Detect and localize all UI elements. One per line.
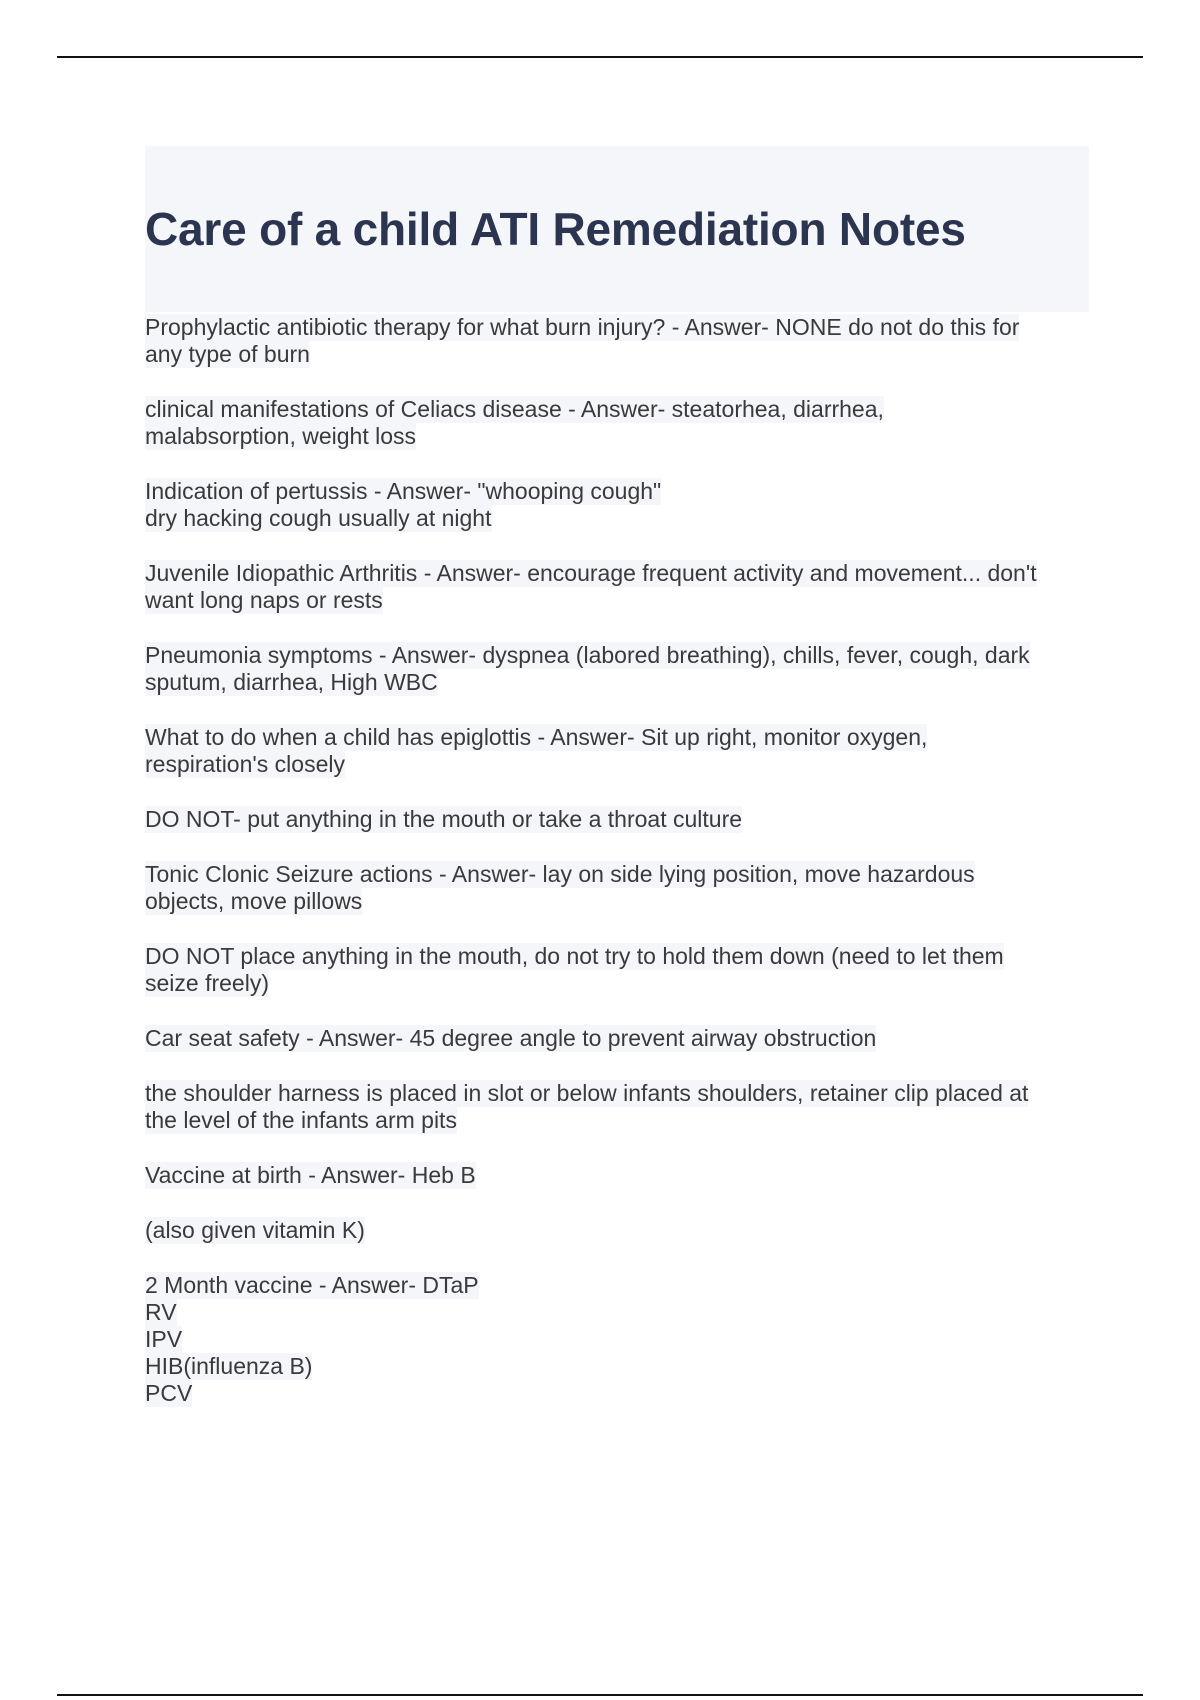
document-title: Care of a child ATI Remediation Notes	[145, 203, 966, 255]
note-entry	[145, 396, 1089, 450]
note-line: Juvenile Idiopathic Arthritis - Answer- encourage frequent activity and movement... don't	[145, 560, 1037, 586]
note-line: the level of the infants arm pits	[145, 1107, 457, 1133]
note-line: HIB(influenza B)	[145, 1353, 313, 1379]
note-line: Vaccine at birth - Answer- Heb B	[145, 1162, 476, 1188]
note-line: Car seat safety - Answer- 45 degree angle to prevent airway obstruction	[145, 1025, 877, 1051]
note-line: the shoulder harness is placed in slot or below infants shoulders, retainer clip placed at	[145, 1080, 1029, 1106]
note-line: any type of burn	[145, 341, 310, 367]
note-line: DO NOT- put anything in the mouth or take a throat culture	[145, 806, 743, 832]
note-entry	[145, 1217, 1089, 1244]
document-body	[145, 146, 1089, 1435]
note-entry	[145, 560, 1089, 614]
note-line: IPV	[145, 1326, 183, 1352]
title-block	[145, 146, 1089, 312]
note-line: Prophylactic antibiotic therapy for what burn injury? - Answer- NONE do not do this for	[145, 314, 1020, 340]
note-entry	[145, 314, 1089, 368]
note-entry	[145, 642, 1089, 696]
note-line: PCV	[145, 1380, 193, 1406]
note-entry	[145, 943, 1089, 997]
note-line: sputum, diarrhea, High WBC	[145, 669, 438, 695]
note-line: seize freely)	[145, 970, 269, 996]
note-line: Pneumonia symptoms - Answer- dyspnea (labored breathing), chills, fever, cough, dark	[145, 642, 1030, 668]
note-entry	[145, 1272, 1089, 1407]
note-line: dry hacking cough usually at night	[145, 505, 492, 531]
note-entry	[145, 1162, 1089, 1189]
note-line: Tonic Clonic Seizure actions - Answer- lay on side lying position, move hazardous	[145, 861, 975, 887]
note-line: Indication of pertussis - Answer- "whooping cough"	[145, 478, 662, 504]
note-line: (also given vitamin K)	[145, 1217, 365, 1243]
note-entry	[145, 1025, 1089, 1052]
note-line: respiration's closely	[145, 751, 345, 777]
note-entry	[145, 1080, 1089, 1134]
note-entry	[145, 724, 1089, 778]
note-entry	[145, 806, 1089, 833]
note-line: want long naps or rests	[145, 587, 383, 613]
note-line: objects, move pillows	[145, 888, 363, 914]
header-rule	[57, 56, 1143, 58]
note-line: What to do when a child has epiglottis - Answer- Sit up right, monitor oxygen,	[145, 724, 928, 750]
note-line: DO NOT place anything in the mouth, do not try to hold them down (need to let them	[145, 943, 1004, 969]
note-line: RV	[145, 1299, 177, 1325]
note-line: clinical manifestations of Celiacs disease - Answer- steatorhea, diarrhea,	[145, 396, 884, 422]
notes-list	[145, 314, 1089, 1407]
note-line: 2 Month vaccine - Answer- DTaP	[145, 1272, 479, 1298]
note-line: malabsorption, weight loss	[145, 423, 417, 449]
footer-rule	[57, 1694, 1143, 1696]
note-entry	[145, 861, 1089, 915]
note-entry	[145, 478, 1089, 532]
